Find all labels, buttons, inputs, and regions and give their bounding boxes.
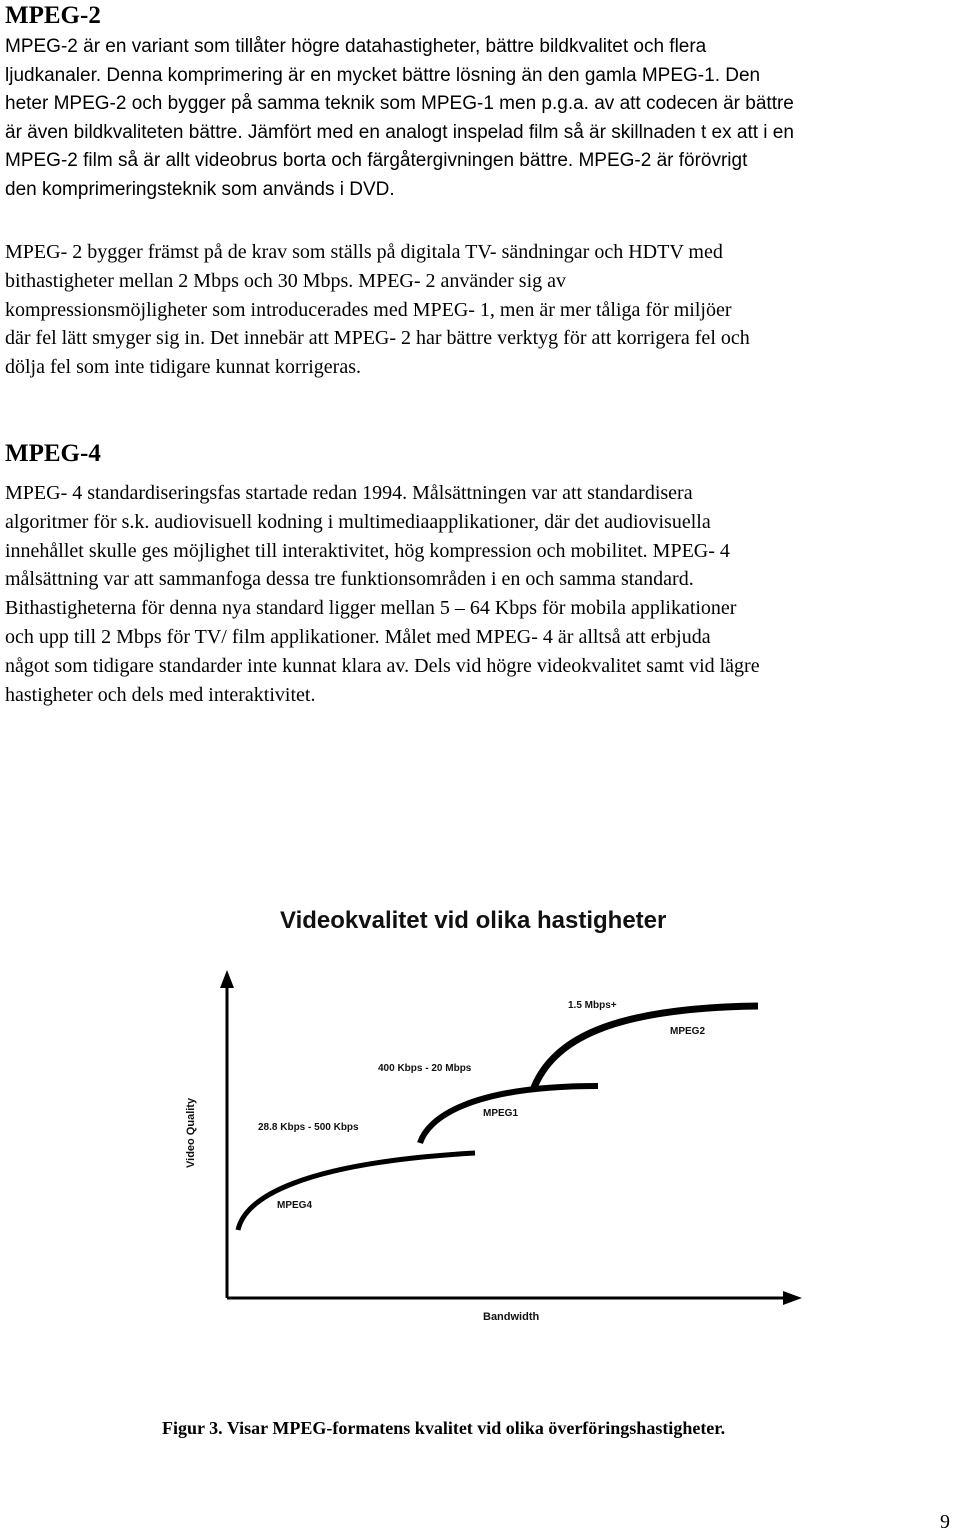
y-axis-label: Video Quality — [185, 1097, 197, 1168]
page-number: 9 — [940, 1511, 950, 1533]
text-line: algoritmer för s.k. audiovisuell kodning i multimediaapplikationer, där det audiovisuella — [5, 510, 711, 533]
text-line: Bithastigheterna för denna nya standard ligger mellan 5 – 64 Kbps för mobila applikationer — [5, 597, 737, 620]
text-line: bithastigheter mellan 2 Mbps och 30 Mbps. MPEG- 2 använder sig av — [5, 269, 567, 292]
text-line: är även bildkvaliteten bättre. Jämfört med en analogt inspelad film så är skillnaden t ex att i en — [5, 121, 794, 143]
x-axis-label: Bandwidth — [483, 1311, 540, 1323]
mpeg4-label: MPEG4 — [277, 1200, 313, 1211]
mpeg1-range-label: 400 Kbps - 20 Mbps — [378, 1063, 472, 1074]
video-quality-figure — [150, 868, 810, 1368]
text-line: kompressionsmöjligheter som introducerades med MPEG- 1, men är mer tåliga för miljöer — [5, 298, 732, 321]
section-heading-mpeg2: MPEG-2 — [5, 2, 101, 29]
mpeg2-label: MPEG2 — [670, 1026, 706, 1037]
y-axis-arrow — [220, 970, 234, 988]
text-line: något som tidigare standarder inte kunnat klara av. Dels vid högre videokvalitet samt vid lägre — [5, 654, 760, 677]
mpeg4-range-label: 28.8 Kbps - 500 Kbps — [258, 1122, 359, 1133]
figure-caption: Figur 3. Visar MPEG-formatens kvalitet vid olika överföringshastigheter. — [162, 1418, 726, 1438]
text-line: hastigheter och dels med interaktivitet. — [5, 683, 316, 706]
paragraph-mpeg4 — [5, 479, 953, 709]
text-line: innehållet skulle ges möjlighet till interaktivitet, hög kompression och mobilitet. MPEG- 4 — [5, 539, 730, 562]
x-axis-arrow — [783, 1291, 802, 1305]
text-line: den komprimeringsteknik som används i DVD. — [5, 178, 395, 200]
text-line: heter MPEG-2 och bygger på samma teknik som MPEG-1 men p.g.a. av att codecen är bättre — [5, 93, 794, 115]
text-line: MPEG-2 är en variant som tillåter högre datahastigheter, bättre bildkvalitet och flera — [5, 36, 707, 57]
mpeg1-label: MPEG1 — [483, 1108, 519, 1119]
mpeg4-curve — [238, 1153, 475, 1230]
text-line: dölja fel som inte tidigare kunnat korrigeras. — [5, 356, 362, 379]
text-line: och upp till 2 Mbps för TV/ film applikationer. Målet med MPEG- 4 är alltså att erbjuda — [5, 625, 711, 648]
mpeg2-range-label: 1.5 Mbps+ — [568, 1000, 617, 1011]
text-line: ljudkanaler. Denna komprimering är en mycket bättre lösning än den gamla MPEG-1. Den — [5, 64, 761, 86]
figure-title: Videokvalitet vid olika hastigheter — [280, 907, 667, 934]
text-line: målsättning var att sammanfoga dessa tre funktionsområden i en och samma standard. — [5, 568, 694, 591]
section-heading-mpeg4: MPEG-4 — [5, 440, 101, 467]
text-line: där fel lätt smyger sig in. Det innebär att MPEG- 2 har bättre verktyg för att korrigera fel och — [5, 327, 750, 350]
mpeg2-curve — [533, 1006, 758, 1090]
text-line: MPEG- 4 standardiseringsfas startade redan 1994. Målsättningen var att standardisera — [5, 482, 693, 504]
paragraph-mpeg2-intro — [5, 33, 953, 205]
text-line: MPEG-2 film så är allt videobrus borta och färgåtergivningen bättre. MPEG-2 är förövrigt — [5, 150, 748, 172]
text-line: MPEG- 2 bygger främst på de krav som ställs på digitala TV- sändningar och HDTV med — [5, 241, 723, 263]
paragraph-mpeg2-details — [5, 238, 953, 382]
